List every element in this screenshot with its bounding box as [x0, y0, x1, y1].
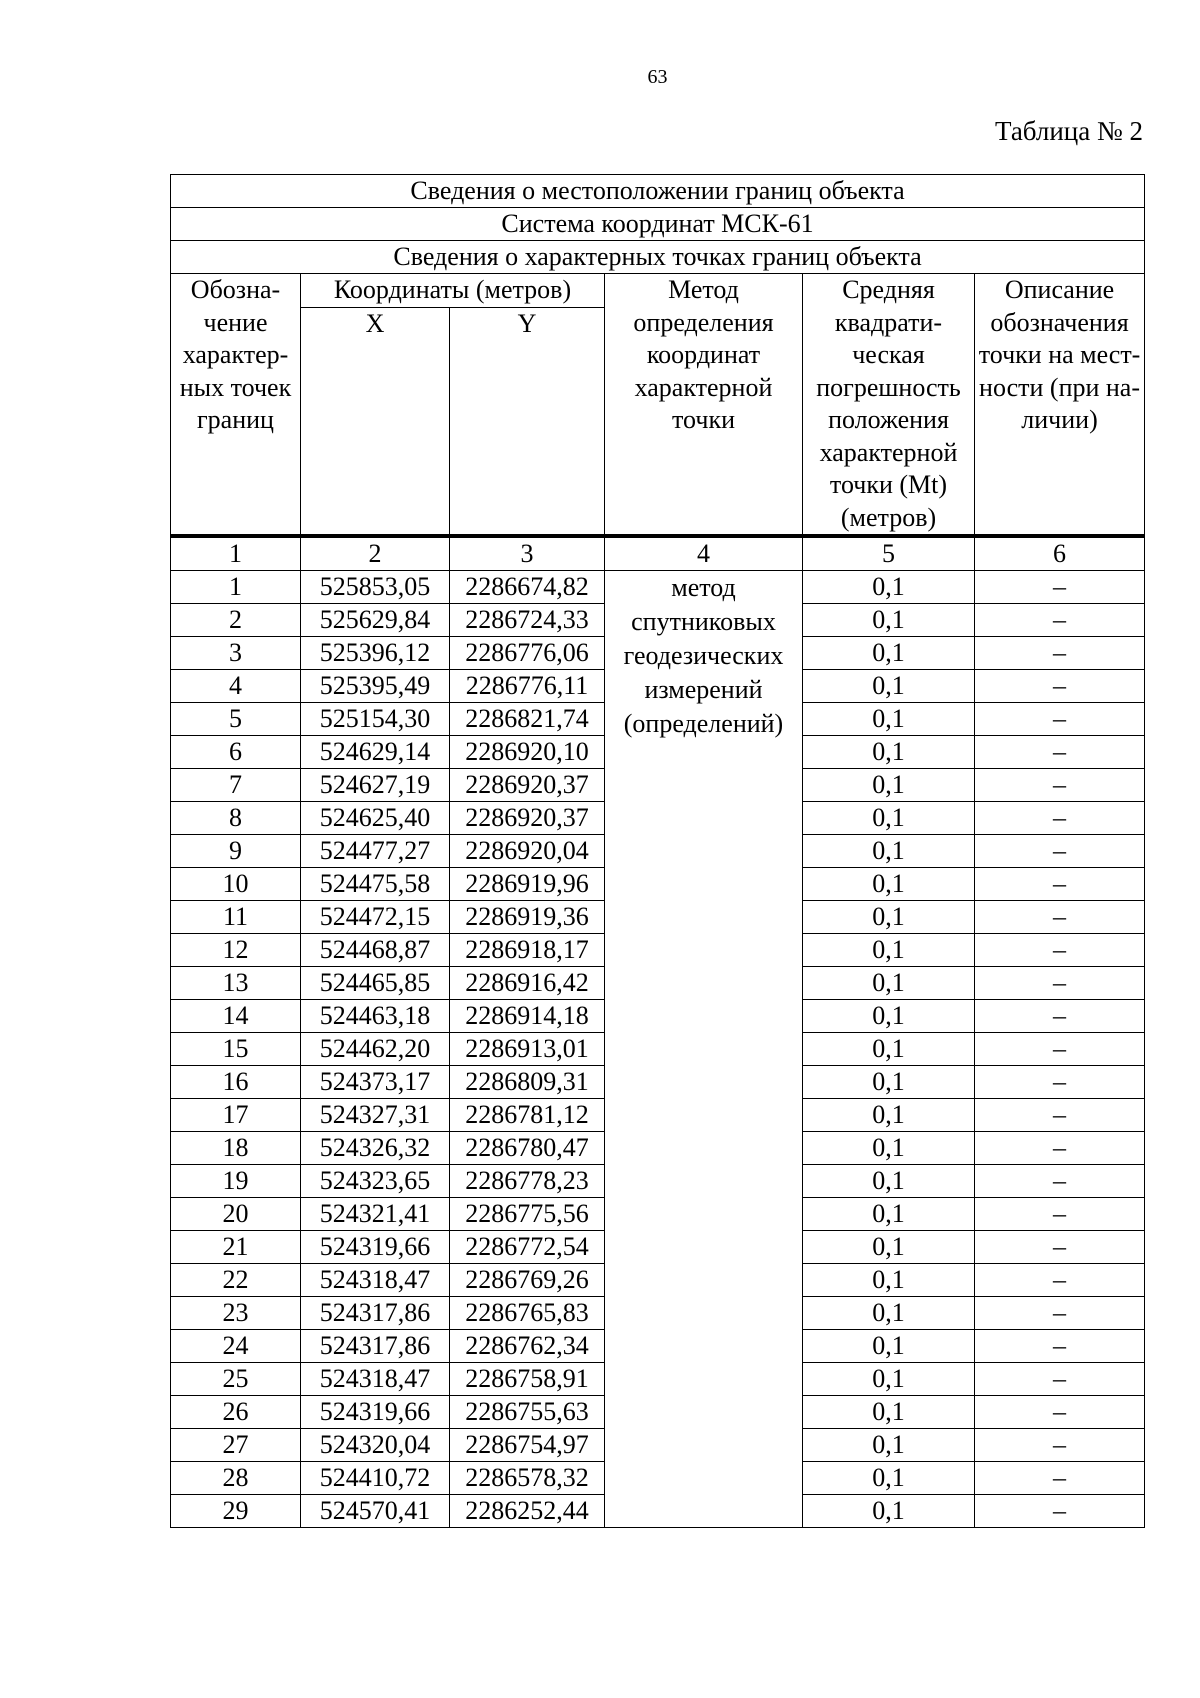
description-cell: –: [975, 670, 1145, 703]
description-cell: –: [975, 967, 1145, 1000]
x-coordinate-cell: 524475,58: [301, 868, 450, 901]
y-coordinate-cell: 2286769,26: [450, 1264, 605, 1297]
description-cell: –: [975, 1066, 1145, 1099]
x-coordinate-cell: 524629,14: [301, 736, 450, 769]
x-coordinate-cell: 525395,49: [301, 670, 450, 703]
accuracy-cell: 0,1: [803, 1396, 975, 1429]
point-number-cell: 11: [171, 901, 301, 934]
y-coordinate-cell: 2286778,23: [450, 1165, 605, 1198]
y-coordinate-cell: 2286758,91: [450, 1363, 605, 1396]
point-number-cell: 6: [171, 736, 301, 769]
description-cell: –: [975, 703, 1145, 736]
description-cell: –: [975, 1198, 1145, 1231]
point-number-cell: 19: [171, 1165, 301, 1198]
x-coordinate-cell: 524477,27: [301, 835, 450, 868]
y-coordinate-cell: 2286578,32: [450, 1462, 605, 1495]
y-coordinate-cell: 2286913,01: [450, 1033, 605, 1066]
accuracy-cell: 0,1: [803, 1462, 975, 1495]
description-cell: –: [975, 934, 1145, 967]
x-coordinate-cell: 525853,05: [301, 571, 450, 604]
accuracy-cell: 0,1: [803, 802, 975, 835]
point-number-cell: 26: [171, 1396, 301, 1429]
description-cell: –: [975, 1462, 1145, 1495]
description-cell: –: [975, 901, 1145, 934]
point-number-cell: 13: [171, 967, 301, 1000]
y-coordinate-cell: 2286809,31: [450, 1066, 605, 1099]
header-x: X: [301, 307, 450, 536]
accuracy-cell: 0,1: [803, 703, 975, 736]
description-cell: –: [975, 1396, 1145, 1429]
x-coordinate-cell: 525396,12: [301, 637, 450, 670]
coordinate-system: Система координат МСК-61: [171, 208, 1145, 241]
accuracy-cell: 0,1: [803, 1330, 975, 1363]
y-coordinate-cell: 2286920,04: [450, 835, 605, 868]
point-number-cell: 8: [171, 802, 301, 835]
point-number-cell: 4: [171, 670, 301, 703]
column-number: 4: [605, 536, 803, 571]
accuracy-cell: 0,1: [803, 868, 975, 901]
accuracy-cell: 0,1: [803, 571, 975, 604]
x-coordinate-cell: 525629,84: [301, 604, 450, 637]
accuracy-cell: 0,1: [803, 1297, 975, 1330]
x-coordinate-cell: 524465,85: [301, 967, 450, 1000]
point-number-cell: 7: [171, 769, 301, 802]
column-number: 1: [171, 536, 301, 571]
point-number-cell: 5: [171, 703, 301, 736]
description-cell: –: [975, 1363, 1145, 1396]
accuracy-cell: 0,1: [803, 637, 975, 670]
accuracy-cell: 0,1: [803, 1495, 975, 1528]
table-title-row: [171, 175, 1145, 208]
description-cell: –: [975, 1264, 1145, 1297]
accuracy-cell: 0,1: [803, 1066, 975, 1099]
accuracy-cell: 0,1: [803, 967, 975, 1000]
point-number-cell: 9: [171, 835, 301, 868]
x-coordinate-cell: 524468,87: [301, 934, 450, 967]
header-method: Метод определения координат характерной точки: [605, 274, 803, 537]
description-cell: –: [975, 1297, 1145, 1330]
coordinate-system-row: [171, 208, 1145, 241]
point-number-cell: 28: [171, 1462, 301, 1495]
y-coordinate-cell: 2286919,96: [450, 868, 605, 901]
y-coordinate-cell: 2286914,18: [450, 1000, 605, 1033]
y-coordinate-cell: 2286781,12: [450, 1099, 605, 1132]
y-coordinate-cell: 2286821,74: [450, 703, 605, 736]
point-number-cell: 24: [171, 1330, 301, 1363]
point-number-cell: 20: [171, 1198, 301, 1231]
column-number: 6: [975, 536, 1145, 571]
points-heading: Сведения о характерных точках границ объекта: [171, 241, 1145, 274]
y-coordinate-cell: 2286776,06: [450, 637, 605, 670]
accuracy-cell: 0,1: [803, 1429, 975, 1462]
point-number-cell: 17: [171, 1099, 301, 1132]
column-number-row: [171, 536, 1145, 571]
header-row: [171, 274, 1145, 308]
method-cell: метод спутниковых геодезических измерений (определений): [605, 571, 803, 1528]
description-cell: –: [975, 1165, 1145, 1198]
x-coordinate-cell: 524321,41: [301, 1198, 450, 1231]
y-coordinate-cell: 2286724,33: [450, 604, 605, 637]
x-coordinate-cell: 524463,18: [301, 1000, 450, 1033]
point-number-cell: 27: [171, 1429, 301, 1462]
point-number-cell: 14: [171, 1000, 301, 1033]
column-number: 5: [803, 536, 975, 571]
point-number-cell: 29: [171, 1495, 301, 1528]
accuracy-cell: 0,1: [803, 901, 975, 934]
y-coordinate-cell: 2286762,34: [450, 1330, 605, 1363]
description-cell: –: [975, 1429, 1145, 1462]
y-coordinate-cell: 2286776,11: [450, 670, 605, 703]
x-coordinate-cell: 524462,20: [301, 1033, 450, 1066]
point-number-cell: 1: [171, 571, 301, 604]
page-number: 63: [647, 66, 668, 88]
point-number-cell: 12: [171, 934, 301, 967]
accuracy-cell: 0,1: [803, 1000, 975, 1033]
description-cell: –: [975, 637, 1145, 670]
point-number-cell: 21: [171, 1231, 301, 1264]
accuracy-cell: 0,1: [803, 604, 975, 637]
y-coordinate-cell: 2286252,44: [450, 1495, 605, 1528]
table-row: [171, 571, 1145, 604]
point-number-cell: 22: [171, 1264, 301, 1297]
y-coordinate-cell: 2286755,63: [450, 1396, 605, 1429]
accuracy-cell: 0,1: [803, 934, 975, 967]
y-coordinate-cell: 2286920,37: [450, 769, 605, 802]
accuracy-cell: 0,1: [803, 769, 975, 802]
x-coordinate-cell: 524627,19: [301, 769, 450, 802]
y-coordinate-cell: 2286916,42: [450, 967, 605, 1000]
x-coordinate-cell: 524326,32: [301, 1132, 450, 1165]
description-cell: –: [975, 1330, 1145, 1363]
point-number-cell: 15: [171, 1033, 301, 1066]
y-coordinate-cell: 2286754,97: [450, 1429, 605, 1462]
accuracy-cell: 0,1: [803, 736, 975, 769]
x-coordinate-cell: 524317,86: [301, 1297, 450, 1330]
table-caption: Таблица № 2: [995, 116, 1143, 146]
header-description: Описание обозначения точки на мест- ности (при на- личии): [975, 274, 1145, 537]
y-coordinate-cell: 2286919,36: [450, 901, 605, 934]
point-number-cell: 16: [171, 1066, 301, 1099]
x-coordinate-cell: 524472,15: [301, 901, 450, 934]
accuracy-cell: 0,1: [803, 835, 975, 868]
x-coordinate-cell: 524410,72: [301, 1462, 450, 1495]
y-coordinate-cell: 2286772,54: [450, 1231, 605, 1264]
point-number-cell: 3: [171, 637, 301, 670]
y-coordinate-cell: 2286920,10: [450, 736, 605, 769]
description-cell: –: [975, 1132, 1145, 1165]
accuracy-cell: 0,1: [803, 1099, 975, 1132]
description-cell: –: [975, 1099, 1145, 1132]
description-cell: –: [975, 769, 1145, 802]
point-number-cell: 23: [171, 1297, 301, 1330]
x-coordinate-cell: 524319,66: [301, 1231, 450, 1264]
description-cell: –: [975, 1495, 1145, 1528]
x-coordinate-cell: 524319,66: [301, 1396, 450, 1429]
description-cell: –: [975, 802, 1145, 835]
description-cell: –: [975, 868, 1145, 901]
y-coordinate-cell: 2286674,82: [450, 571, 605, 604]
y-coordinate-cell: 2286765,83: [450, 1297, 605, 1330]
y-coordinate-cell: 2286775,56: [450, 1198, 605, 1231]
header-accuracy: Средняя квадрати- ческая погрешность положения характерной точки (Mt) (метров): [803, 274, 975, 537]
accuracy-cell: 0,1: [803, 1132, 975, 1165]
description-cell: –: [975, 1231, 1145, 1264]
x-coordinate-cell: 525154,30: [301, 703, 450, 736]
accuracy-cell: 0,1: [803, 1363, 975, 1396]
column-number: 3: [450, 536, 605, 571]
header-coordinates: Координаты (метров): [301, 274, 605, 308]
points-heading-row: [171, 241, 1145, 274]
x-coordinate-cell: 524320,04: [301, 1429, 450, 1462]
point-number-cell: 2: [171, 604, 301, 637]
accuracy-cell: 0,1: [803, 1198, 975, 1231]
x-coordinate-cell: 524318,47: [301, 1264, 450, 1297]
description-cell: –: [975, 604, 1145, 637]
point-number-cell: 10: [171, 868, 301, 901]
accuracy-cell: 0,1: [803, 1033, 975, 1066]
x-coordinate-cell: 524318,47: [301, 1363, 450, 1396]
y-coordinate-cell: 2286780,47: [450, 1132, 605, 1165]
description-cell: –: [975, 835, 1145, 868]
column-number: 2: [301, 536, 450, 571]
header-y: Y: [450, 307, 605, 536]
accuracy-cell: 0,1: [803, 1264, 975, 1297]
x-coordinate-cell: 524373,17: [301, 1066, 450, 1099]
y-coordinate-cell: 2286920,37: [450, 802, 605, 835]
x-coordinate-cell: 524625,40: [301, 802, 450, 835]
point-number-cell: 18: [171, 1132, 301, 1165]
header-designation: Обозна- чение характер- ных точек границ: [171, 274, 301, 537]
description-cell: –: [975, 1000, 1145, 1033]
description-cell: –: [975, 1033, 1145, 1066]
x-coordinate-cell: 524323,65: [301, 1165, 450, 1198]
description-cell: –: [975, 571, 1145, 604]
x-coordinate-cell: 524570,41: [301, 1495, 450, 1528]
accuracy-cell: 0,1: [803, 1231, 975, 1264]
point-number-cell: 25: [171, 1363, 301, 1396]
table-title: Сведения о местоположении границ объекта: [171, 175, 1145, 208]
accuracy-cell: 0,1: [803, 1165, 975, 1198]
x-coordinate-cell: 524317,86: [301, 1330, 450, 1363]
coordinates-table: [170, 174, 1145, 1528]
x-coordinate-cell: 524327,31: [301, 1099, 450, 1132]
y-coordinate-cell: 2286918,17: [450, 934, 605, 967]
description-cell: –: [975, 736, 1145, 769]
accuracy-cell: 0,1: [803, 670, 975, 703]
